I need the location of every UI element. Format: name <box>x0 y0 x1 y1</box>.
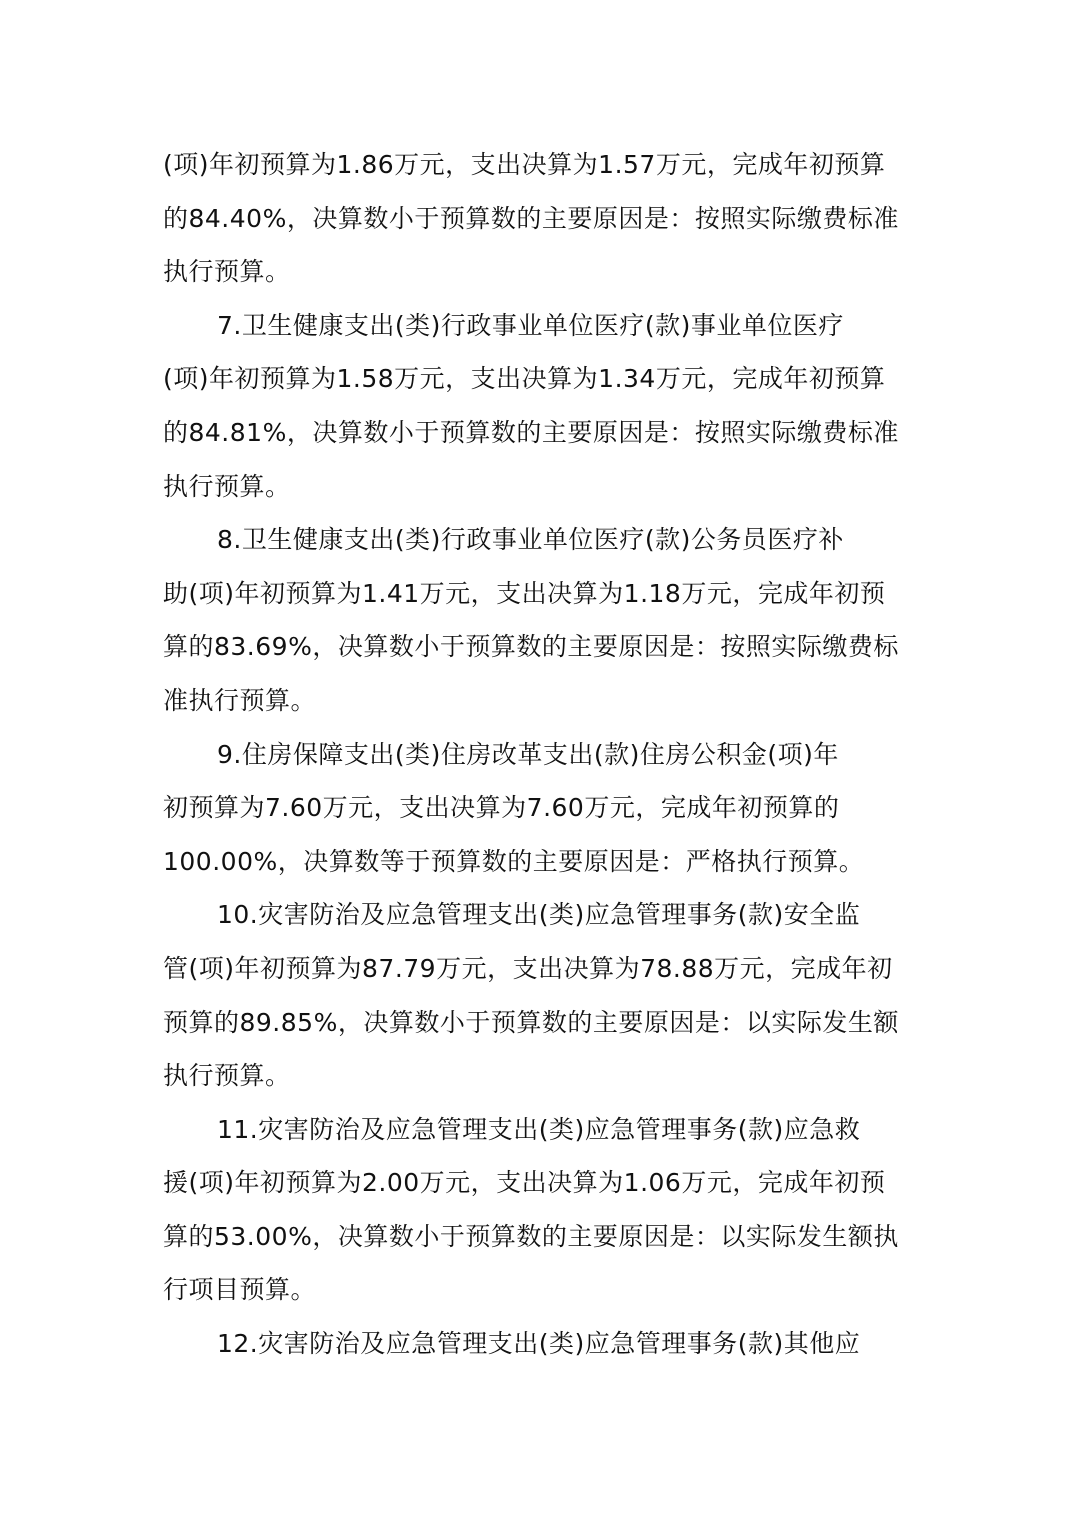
text-line: 执行预算。 <box>163 1061 291 1091</box>
text-line: 100.00%，决算数等于预算数的主要原因是：严格执行预算。 <box>163 846 865 876</box>
text-line: 预算的89.85%，决算数小于预算数的主要原因是：以实际发生额 <box>163 1007 899 1037</box>
text-line: (项)年初预算为1.58万元，支出决算为1.34万元，完成年初预算 <box>163 364 886 394</box>
text-line: 执行预算。 <box>163 471 291 501</box>
paragraph-start-line: 8.卫生健康支出(类)行政事业单位医疗(款)公务员医疗补 <box>217 525 844 555</box>
document-body <box>163 138 913 1371</box>
text-line: 执行预算。 <box>163 257 291 287</box>
text-line: 援(项)年初预算为2.00万元，支出决算为1.06万元，完成年初预 <box>163 1168 886 1198</box>
text-line: 初预算为7.60万元，支出决算为7.60万元，完成年初预算的 <box>163 793 840 823</box>
paragraph-start-line: 10.灾害防治及应急管理支出(类)应急管理事务(款)安全监 <box>217 900 861 930</box>
paragraph-start-line: 7.卫生健康支出(类)行政事业单位医疗(款)事业单位医疗 <box>217 310 844 340</box>
text-line: 助(项)年初预算为1.41万元，支出决算为1.18万元，完成年初预 <box>163 578 886 608</box>
text-line: 行项目预算。 <box>163 1275 317 1305</box>
text-line: 算的83.69%，决算数小于预算数的主要原因是：按照实际缴费标 <box>163 632 899 662</box>
text-line: 的84.40%，决算数小于预算数的主要原因是：按照实际缴费标准 <box>163 203 899 233</box>
text-line: 准执行预算。 <box>163 685 317 715</box>
text-line: 算的53.00%，决算数小于预算数的主要原因是：以实际发生额执 <box>163 1221 899 1251</box>
paragraph-start-line: 12.灾害防治及应急管理支出(类)应急管理事务(款)其他应 <box>217 1329 861 1359</box>
text-line: 管(项)年初预算为87.79万元，支出决算为78.88万元，完成年初 <box>163 953 893 983</box>
text-line: 的84.81%，决算数小于预算数的主要原因是：按照实际缴费标准 <box>163 417 899 447</box>
paragraph-start-line: 11.灾害防治及应急管理支出(类)应急管理事务(款)应急救 <box>217 1114 861 1144</box>
paragraph-start-line: 9.住房保障支出(类)住房改革支出(款)住房公积金(项)年 <box>217 739 839 769</box>
text-line: (项)年初预算为1.86万元，支出决算为1.57万元，完成年初预算 <box>163 150 886 179</box>
